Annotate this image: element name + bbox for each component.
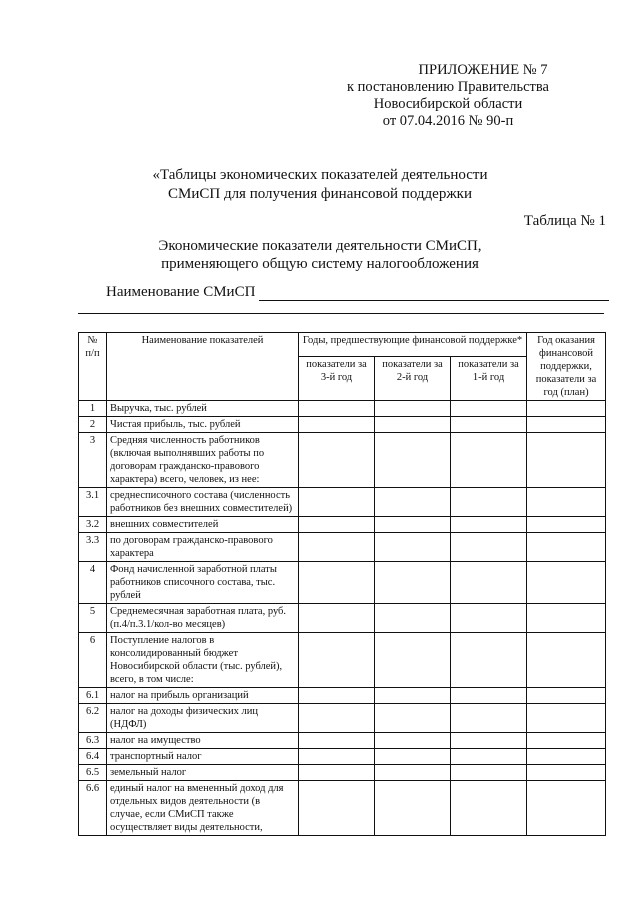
indicators-table (78, 332, 606, 836)
value-cell[interactable] (451, 562, 527, 604)
row-indicator-name: Чистая прибыль, тыс. рублей (107, 417, 299, 433)
value-cell[interactable] (527, 765, 606, 781)
table-header-row (79, 333, 606, 357)
value-cell[interactable] (375, 765, 451, 781)
row-number: 6.5 (79, 765, 107, 781)
value-cell[interactable] (299, 562, 375, 604)
table-row (79, 433, 606, 488)
row-number: 6.1 (79, 688, 107, 704)
appendix-title: ПРИЛОЖЕНИЕ № 7 (418, 62, 548, 78)
row-indicator-name: Поступление налогов в консолидированный бюджет Новосибирской области (тыс. рублей), всего, в том числе: (107, 633, 299, 688)
header-num: № п/п (79, 333, 107, 401)
header-support-year: Год оказания финансовой поддержки, показатели за год (план) (527, 333, 606, 401)
value-cell[interactable] (451, 401, 527, 417)
value-cell[interactable] (375, 704, 451, 733)
value-cell[interactable] (375, 688, 451, 704)
value-cell[interactable] (451, 633, 527, 688)
value-cell[interactable] (527, 533, 606, 562)
row-number: 6.3 (79, 733, 107, 749)
name-label: Наименование СМиСП (106, 284, 256, 300)
row-number: 6.6 (79, 781, 107, 836)
value-cell[interactable] (527, 562, 606, 604)
row-indicator-name: земельный налог (107, 765, 299, 781)
value-cell[interactable] (451, 781, 527, 836)
table-row (79, 401, 606, 417)
value-cell[interactable] (375, 562, 451, 604)
value-cell[interactable] (299, 533, 375, 562)
row-indicator-name: налог на доходы физических лиц (НДФЛ) (107, 704, 299, 733)
table-row (79, 749, 606, 765)
table-row (79, 781, 606, 836)
row-number: 3.2 (79, 517, 107, 533)
row-number: 3 (79, 433, 107, 488)
value-cell[interactable] (527, 517, 606, 533)
value-cell[interactable] (299, 704, 375, 733)
value-cell[interactable] (527, 488, 606, 517)
value-cell[interactable] (299, 781, 375, 836)
value-cell[interactable] (299, 688, 375, 704)
value-cell[interactable] (527, 604, 606, 633)
value-cell[interactable] (451, 517, 527, 533)
header-year1: показатели за 1-й год (451, 357, 527, 401)
table-row (79, 417, 606, 433)
value-cell[interactable] (451, 604, 527, 633)
value-cell[interactable] (451, 533, 527, 562)
row-number: 6.4 (79, 749, 107, 765)
value-cell[interactable] (375, 733, 451, 749)
appendix-line: к постановлению Правительства (347, 79, 549, 95)
row-number: 5 (79, 604, 107, 633)
value-cell[interactable] (375, 401, 451, 417)
subtitle-line: применяющего общую систему налогообложения (161, 256, 479, 272)
value-cell[interactable] (299, 433, 375, 488)
value-cell[interactable] (527, 688, 606, 704)
header-prev-years: Годы, предшествующие финансовой поддержке* (299, 333, 527, 357)
table-number: Таблица № 1 (523, 213, 606, 229)
value-cell[interactable] (451, 704, 527, 733)
table-row (79, 765, 606, 781)
value-cell[interactable] (299, 517, 375, 533)
title-line: СМиСП для получения финансовой поддержки (167, 186, 472, 202)
row-indicator-name: Среднемесячная заработная плата, руб. (п.4/п.3.1/кол-во месяцев) (107, 604, 299, 633)
value-cell[interactable] (375, 781, 451, 836)
value-cell[interactable] (527, 633, 606, 688)
value-cell[interactable] (375, 633, 451, 688)
value-cell[interactable] (375, 488, 451, 517)
value-cell[interactable] (451, 417, 527, 433)
appendix-block (318, 62, 578, 130)
value-cell[interactable] (451, 488, 527, 517)
row-number: 4 (79, 562, 107, 604)
row-indicator-name: налог на имущество (107, 733, 299, 749)
row-indicator-name: единый налог на вмененный доход для отдельных видов деятельности (в случае, если СМиСП также осуществляет виды деятельности, (107, 781, 299, 836)
fill-line (78, 313, 604, 314)
table-row (79, 704, 606, 733)
row-indicator-name: Выручка, тыс. рублей (107, 401, 299, 417)
name-fill-line (259, 286, 609, 301)
value-cell[interactable] (375, 517, 451, 533)
value-cell[interactable] (375, 604, 451, 633)
header-year2: показатели за 2-й год (375, 357, 451, 401)
header-name: Наименование показателей (107, 333, 299, 401)
title-line: «Таблицы экономических показателей деятельности (152, 167, 488, 183)
row-indicator-name: Средняя численность работников (включая выполнявших работы по договорам гражданско-правового характера) всего, человек, из нее: (107, 433, 299, 488)
table-row (79, 633, 606, 688)
row-number: 2 (79, 417, 107, 433)
table-row (79, 488, 606, 517)
table-title (0, 237, 640, 273)
row-indicator-name: Фонд начисленной заработной платы работников списочного состава, тыс. рублей (107, 562, 299, 604)
table-row (79, 533, 606, 562)
appendix-date: от 07.04.2016 № 90-п (382, 113, 514, 129)
value-cell[interactable] (299, 417, 375, 433)
appendix-line: Новосибирской области (373, 96, 523, 112)
row-indicator-name: по договорам гражданско-правового характера (107, 533, 299, 562)
value-cell[interactable] (527, 733, 606, 749)
value-cell[interactable] (299, 604, 375, 633)
row-indicator-name: налог на прибыль организаций (107, 688, 299, 704)
row-number: 6.2 (79, 704, 107, 733)
row-number: 6 (79, 633, 107, 688)
value-cell[interactable] (375, 749, 451, 765)
value-cell[interactable] (527, 433, 606, 488)
table-row (79, 733, 606, 749)
value-cell[interactable] (375, 433, 451, 488)
value-cell[interactable] (451, 733, 527, 749)
value-cell[interactable] (451, 688, 527, 704)
table-row (79, 562, 606, 604)
value-cell[interactable] (299, 633, 375, 688)
value-cell[interactable] (299, 401, 375, 417)
value-cell[interactable] (527, 401, 606, 417)
value-cell[interactable] (299, 765, 375, 781)
row-number: 1 (79, 401, 107, 417)
value-cell[interactable] (375, 533, 451, 562)
row-number: 3.3 (79, 533, 107, 562)
row-indicator-name: транспортный налог (107, 749, 299, 765)
value-cell[interactable] (527, 704, 606, 733)
header-year3: показатели за 3-й год (299, 357, 375, 401)
value-cell[interactable] (527, 417, 606, 433)
value-cell[interactable] (527, 749, 606, 765)
value-cell[interactable] (299, 733, 375, 749)
value-cell[interactable] (451, 433, 527, 488)
table-row (79, 517, 606, 533)
value-cell[interactable] (451, 749, 527, 765)
value-cell[interactable] (527, 781, 606, 836)
row-number: 3.1 (79, 488, 107, 517)
value-cell[interactable] (299, 488, 375, 517)
table-row (79, 688, 606, 704)
subtitle-line: Экономические показатели деятельности СМиСП, (158, 238, 482, 254)
table-row (79, 604, 606, 633)
value-cell[interactable] (375, 417, 451, 433)
value-cell[interactable] (451, 765, 527, 781)
row-indicator-name: среднесписочного состава (численность работников без внешних совместителей) (107, 488, 299, 517)
document-title (0, 166, 640, 204)
name-field-row (106, 284, 609, 301)
row-indicator-name: внешних совместителей (107, 517, 299, 533)
value-cell[interactable] (299, 749, 375, 765)
